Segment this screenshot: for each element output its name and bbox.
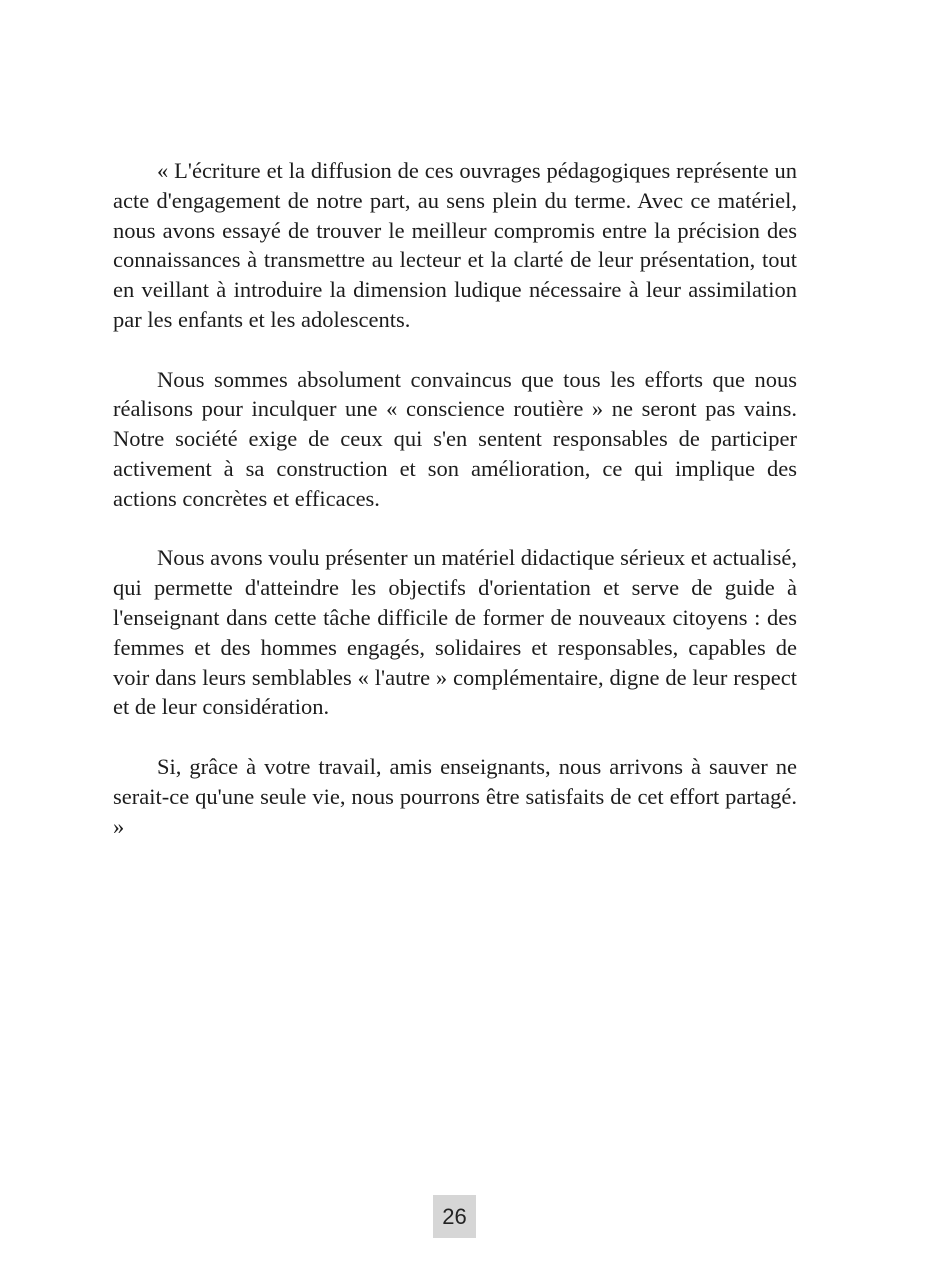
paragraph-4: Si, grâce à votre travail, amis enseignants, nous arrivons à sauver ne serait-ce qu'une seule vie, nous pourrons être satisfaits de cet effort partagé. » bbox=[113, 753, 797, 839]
body-text bbox=[113, 156, 797, 871]
paragraph-2: Nous sommes absolument convaincus que tous les efforts que nous réalisons pour inculquer une « conscience routière » ne seront pas vains. Notre société exige de ceux qui s'en sentent responsables de participer activement à sa construction et son amélioration, ce qui implique des actions concrètes et efficaces. bbox=[113, 366, 797, 511]
paragraph-1: « L'écriture et la diffusion de ces ouvrages pédagogiques représente un acte d'engagement de notre part, au sens plein du terme. Avec ce matériel, nous avons essayé de trouver le meilleur compromis entre la précision des connaissances à transmettre au lecteur et la clarté de leur présentation, tout en veillant à introduire la dimension ludique nécessaire à leur assimilation par les enfants et les adolescents. bbox=[113, 158, 797, 332]
page-number: 26 bbox=[433, 1195, 476, 1238]
paragraph-3: Nous avons voulu présenter un matériel didactique sérieux et actualisé, qui permette d'atteindre les objectifs d'orientation et serve de guide à l'enseignant dans cette tâche difficile de former de nouveaux citoyens : des femmes et des hommes engagés, solidaires et responsables, capables de voir dans leurs semblables « l'autre » complémentaire, digne de leur respect et de leur considération. bbox=[113, 545, 797, 720]
